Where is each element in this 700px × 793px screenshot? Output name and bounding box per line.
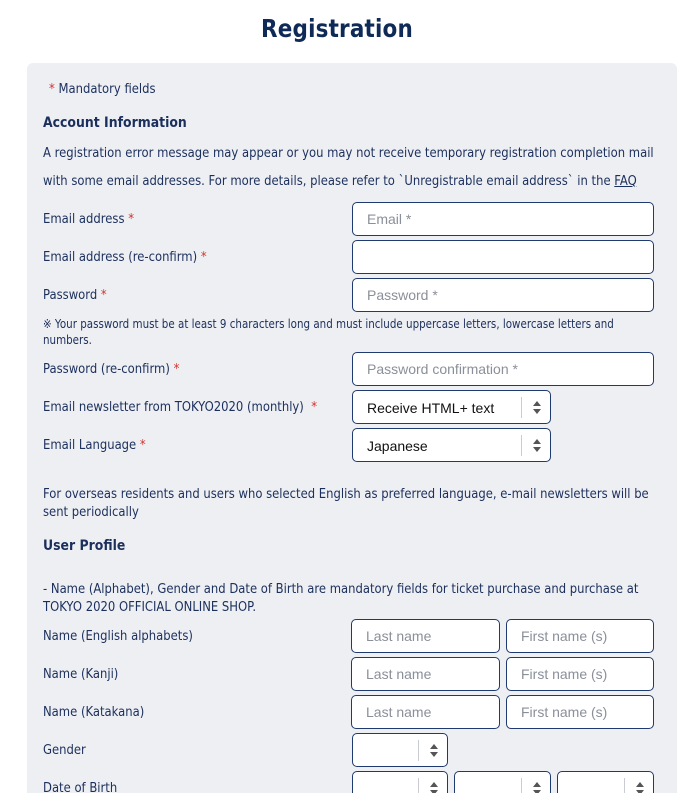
email-confirm-input[interactable] xyxy=(352,240,654,274)
dob-month-select[interactable] xyxy=(454,771,551,793)
select-divider xyxy=(521,778,522,793)
password-requirements-note: ※ Your password must be at least 9 characters long and must include uppercase letters, lowercase letters and numbers. xyxy=(43,317,614,347)
dob-day-select[interactable] xyxy=(557,771,654,793)
name-katakana-last-input[interactable] xyxy=(351,695,500,729)
email-language-label-text: Email Language xyxy=(43,437,137,453)
password-confirm-label xyxy=(43,361,179,377)
select-divider xyxy=(521,435,522,456)
faq-link[interactable]: FAQ xyxy=(614,173,637,189)
updown-arrows-icon xyxy=(429,742,439,759)
select-divider xyxy=(418,740,419,761)
email-confirm-label xyxy=(43,249,207,265)
required-star: * xyxy=(139,437,146,453)
updown-arrows-icon xyxy=(635,780,645,793)
account-intro-paragraph xyxy=(43,139,658,195)
profile-mandatory-note: - Name (Alphabet), Gender and Date of Birth are mandatory fields for ticket purchase and purchase at TOKYO 2020 OFFICIAL ONLINE SHOP. xyxy=(43,581,639,615)
name-kanji-label: Name (Kanji) xyxy=(43,666,119,682)
password-input[interactable] xyxy=(352,278,654,312)
gender-select[interactable] xyxy=(352,733,448,767)
email-language-select[interactable] xyxy=(352,428,551,462)
name-kanji-first-input[interactable] xyxy=(506,657,654,691)
email-language-select-value: Japanese xyxy=(367,438,428,454)
newsletter-label-text: Email newsletter from TOKYO2020 (monthly) xyxy=(43,399,304,415)
email-confirm-label-text: Email address (re-confirm) xyxy=(43,249,198,265)
required-star: * xyxy=(173,361,180,377)
required-star: * xyxy=(100,287,107,303)
select-divider xyxy=(418,778,419,793)
date-of-birth-label: Date of Birth xyxy=(43,780,118,793)
updown-arrows-icon xyxy=(429,780,439,793)
password-label xyxy=(43,287,107,303)
email-language-label xyxy=(43,437,146,453)
mandatory-fields-note xyxy=(49,81,156,97)
user-profile-heading: User Profile xyxy=(43,538,126,554)
email-input[interactable] xyxy=(352,202,654,236)
name-katakana-first-input[interactable] xyxy=(506,695,654,729)
name-kanji-last-input[interactable] xyxy=(351,657,500,691)
password-confirm-input[interactable] xyxy=(352,352,654,386)
required-star: * xyxy=(128,211,135,227)
name-english-last-input[interactable] xyxy=(351,619,500,653)
newsletter-select-value: Receive HTML+ text xyxy=(367,400,495,416)
updown-arrows-icon xyxy=(532,437,542,454)
account-intro-text: A registration error message may appear or you may not receive temporary registration completion mail with some email addresses. For more details, please refer to `Unregistrable email address` in the xyxy=(43,145,654,189)
select-divider xyxy=(521,397,522,418)
newsletter-select[interactable] xyxy=(352,390,551,424)
required-star: * xyxy=(49,81,55,97)
updown-arrows-icon xyxy=(532,780,542,793)
password-confirm-label-text: Password (re-confirm) xyxy=(43,361,170,377)
overseas-newsletter-note: For overseas residents and users who selected English as preferred language, e-mail newsletters will be sent periodically xyxy=(43,486,649,520)
name-english-label: Name (English alphabets) xyxy=(43,628,193,644)
password-label-text: Password xyxy=(43,287,98,303)
newsletter-label xyxy=(43,399,317,415)
email-label-text: Email address xyxy=(43,211,125,227)
name-english-first-input[interactable] xyxy=(506,619,654,653)
email-label xyxy=(43,211,134,227)
name-katakana-label: Name (Katakana) xyxy=(43,704,145,720)
select-divider xyxy=(624,778,625,793)
updown-arrows-icon xyxy=(532,399,542,416)
dob-year-select[interactable] xyxy=(352,771,448,793)
page-title: Registration xyxy=(261,14,413,43)
account-information-heading: Account Information xyxy=(43,115,187,131)
mandatory-fields-text: Mandatory fields xyxy=(54,81,156,97)
required-star: * xyxy=(200,249,207,265)
required-star: * xyxy=(311,399,318,415)
gender-label: Gender xyxy=(43,742,86,758)
